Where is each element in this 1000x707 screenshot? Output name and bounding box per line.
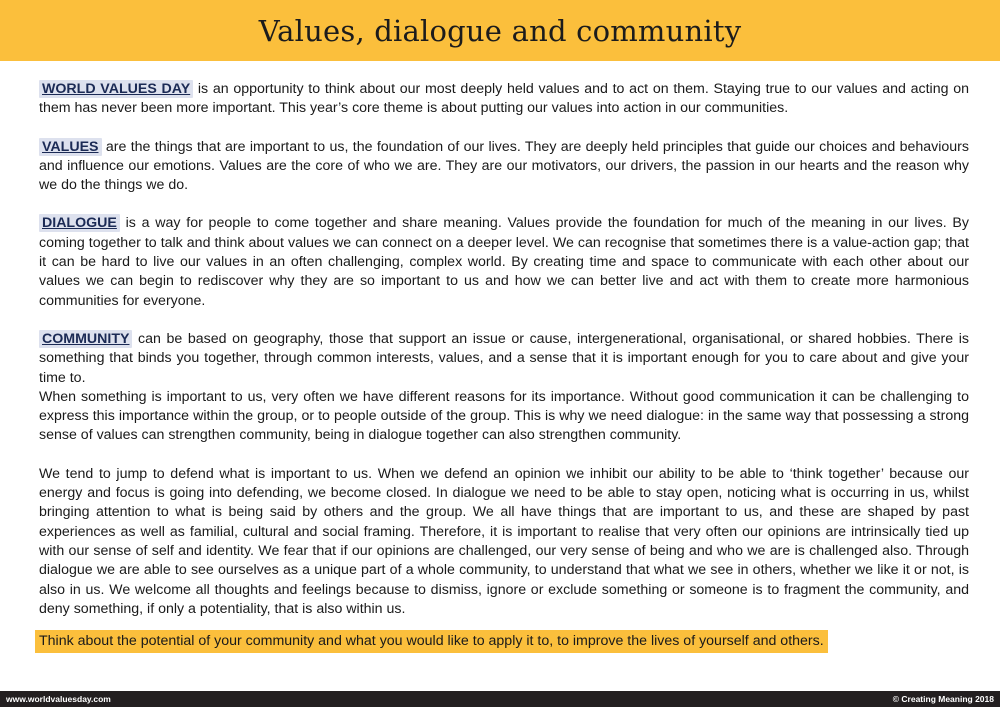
paragraph-closing: We tend to jump to defend what is important to us. When we defend an opinion we inhibit our ability to be able to ‘think together’ because our energy and focus is going into defending, we become closed. In dialogue we need to be able to stay open, noticing what is occurring in us, whilst bringing attention to what is being said by others and the group. We all have things that are important to us, and these are shaped by past experiences as well as familial, cultural and social framing. Therefore, it is important to realise that very often our opinions are intrinsically tied up with our sense of self and identity. We fear that if our opinions are challenged, our very sense of being and who we are is challenged also. Through dialogue we are able to see ourselves as a unique part of a whole community, to understand that what we see in others, whether we like it or not, is also in us. We welcome all thoughts and feelings because to dismiss, ignore or exclude something or someone is to fragment the community, and deny something, if only a potentiality, that is also within us. [39,465,969,617]
paragraph-community-continued: When something is important to us, very often we have different reasons for its importance. Without good communication it can be challenging to express this importance within the group, or to people outside of the group. This is why we need dialogue: in the same way that possessing a strong sense of values can strengthen community, being in dialogue together can also strengthen community. [39,388,969,444]
community-text: can be based on geography, those that support an issue or cause, intergenerational, organisational, or shared hobbies. There is something that binds you together, through common interests, values, and a sense that it is important enough for you to care about and give your time to. [39,330,969,386]
world-values-day-text: is an opportunity to think about our most deeply held values and to act on them. Staying true to our values and acting on them has never been more important. This year’s core theme is about putting our values into action in our communities. [39,81,969,117]
paragraph-world-values-day [39,80,969,119]
page-footer [0,691,1000,707]
footer-copyright: © Creating Meaning 2018 [892,694,994,704]
page-header [0,0,1000,61]
footer-website: www.worldvaluesday.com [6,694,111,704]
document-body [39,80,969,653]
page-title: Values, dialogue and community [258,13,742,48]
term-world-values-day: WORLD VALUES DAY [39,80,193,98]
term-dialogue: DIALOGUE [39,214,120,232]
term-values: VALUES [39,138,102,156]
values-text: are the things that are important to us, the foundation of our lives. They are deeply held principles that guide our choices and behaviours and influence our emotions. Values are the core of who we are. They are our motivators, our drivers, the passion in our hearts and the reason why we do the things we do. [39,138,969,194]
callout-row [39,630,969,653]
paragraph-community [39,330,969,388]
dialogue-text: is a way for people to come together and share meaning. Values provide the foundation for much of the meaning in our lives. By coming together to talk and think about values we can connect on a deeper level. We can recognise that sometimes there is a value-action gap; that it can be hard to live our values in an often challenging, complex world. By creating time and space to communicate with each other about our values we can begin to rediscover why they are so important to us and how we can better live and act with them to create more harmonious communities for everyone. [39,215,969,309]
term-community: COMMUNITY [39,330,132,348]
paragraph-values [39,138,969,196]
paragraph-dialogue [39,214,969,310]
callout-highlight: Think about the potential of your community and what you would like to apply it to, to improve the lives of yourself and others. [35,630,828,653]
